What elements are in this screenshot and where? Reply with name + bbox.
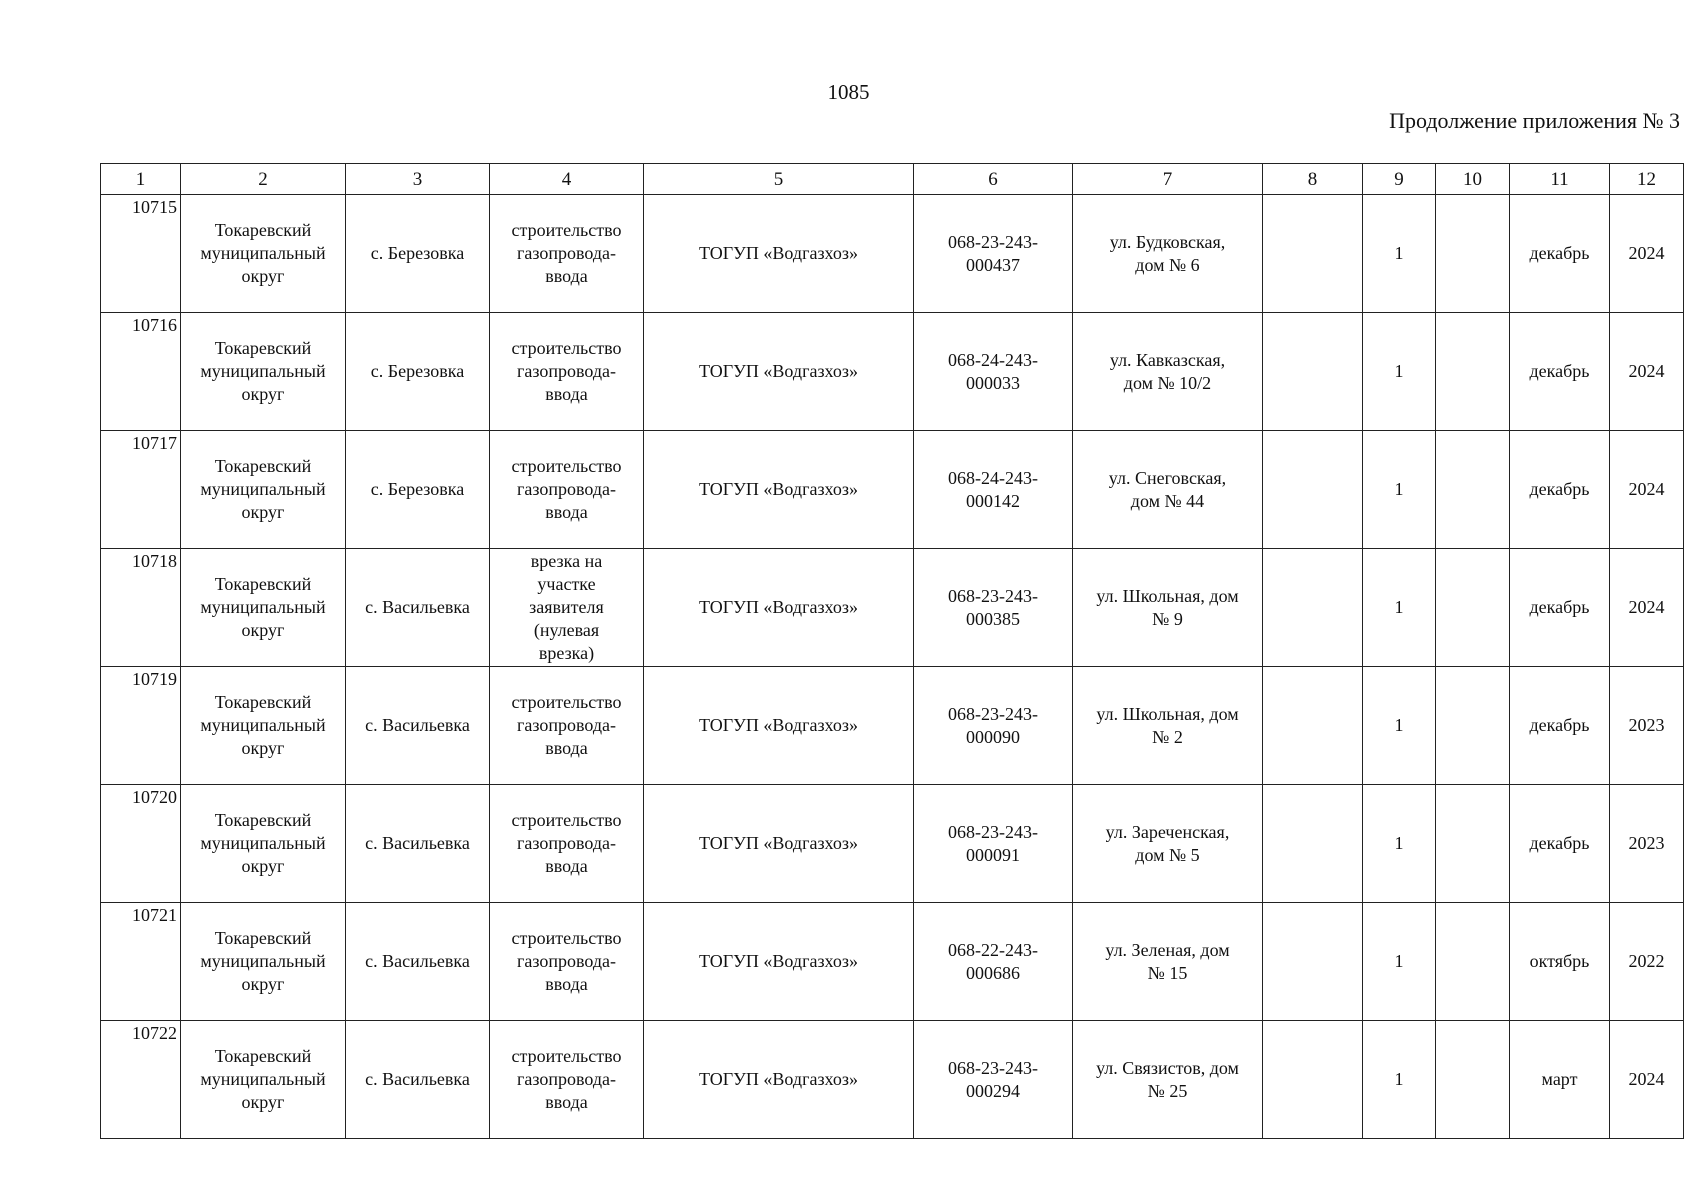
address-line: дом № 6 xyxy=(1135,254,1200,275)
application-code-line: 000385 xyxy=(966,608,1020,629)
address-line: дом № 5 xyxy=(1135,844,1200,865)
column-10-cell xyxy=(1436,785,1510,903)
district-line: округ xyxy=(241,974,285,994)
application-code-cell xyxy=(914,431,1073,549)
district-line: Токаревский xyxy=(214,338,312,358)
application-code-line: 000033 xyxy=(966,372,1020,393)
month-cell: декабрь xyxy=(1510,549,1610,667)
month-cell: март xyxy=(1510,1021,1610,1139)
address-line: ул. Будковская, xyxy=(1109,231,1226,252)
application-code-line: 000091 xyxy=(966,844,1020,865)
work-type-cell xyxy=(490,667,644,785)
year-cell: 2023 xyxy=(1610,785,1684,903)
column-header: 9 xyxy=(1363,164,1436,195)
work-type-line: газопровода- xyxy=(516,479,616,499)
district-line: округ xyxy=(241,620,285,640)
address-line: дом № 10/2 xyxy=(1123,372,1212,393)
work-type-cell xyxy=(490,1021,644,1139)
column-8-cell xyxy=(1263,1021,1363,1139)
district-line: Токаревский xyxy=(214,220,312,240)
quantity-cell: 1 xyxy=(1363,431,1436,549)
work-type-cell xyxy=(490,313,644,431)
district-line: Токаревский xyxy=(214,928,312,948)
organization-cell: ТОГУП «Водгазхоз» xyxy=(644,195,914,313)
table-row xyxy=(101,549,1684,667)
district-cell xyxy=(181,785,346,903)
column-8-cell xyxy=(1263,313,1363,431)
application-code-cell xyxy=(914,313,1073,431)
row-number-cell: 10720 xyxy=(101,785,181,903)
month-cell: декабрь xyxy=(1510,667,1610,785)
settlement-cell: с. Березовка xyxy=(346,431,490,549)
appendix-continuation-note: Продолжение приложения № 3 xyxy=(1389,108,1680,133)
application-code-line: 000294 xyxy=(966,1080,1020,1101)
district-line: Токаревский xyxy=(214,810,312,830)
address-line: № 2 xyxy=(1152,726,1183,747)
application-code-cell xyxy=(914,195,1073,313)
address-cell xyxy=(1073,667,1263,785)
settlement-cell: с. Васильевка xyxy=(346,903,490,1021)
district-cell xyxy=(181,549,346,667)
work-type-line: газопровода- xyxy=(516,715,616,735)
address-line: ул. Связистов, дом xyxy=(1096,1057,1239,1078)
application-code-line: 000686 xyxy=(966,962,1020,983)
address-cell xyxy=(1073,903,1263,1021)
column-8-cell xyxy=(1263,667,1363,785)
register-table xyxy=(100,163,1684,1139)
table-row xyxy=(101,903,1684,1021)
column-header: 2 xyxy=(181,164,346,195)
work-type-line: заявителя xyxy=(529,597,604,617)
district-cell xyxy=(181,313,346,431)
column-8-cell xyxy=(1263,549,1363,667)
district-line: муниципальный xyxy=(200,597,326,617)
work-type-cell xyxy=(490,549,644,667)
table-row xyxy=(101,313,1684,431)
address-cell xyxy=(1073,549,1263,667)
district-line: округ xyxy=(241,502,285,522)
column-header: 12 xyxy=(1610,164,1684,195)
work-type-line: участке xyxy=(537,574,596,594)
settlement-cell: с. Васильевка xyxy=(346,667,490,785)
column-header: 5 xyxy=(644,164,914,195)
address-line: ул. Зеленая, дом xyxy=(1105,939,1230,960)
application-code-line: 000142 xyxy=(966,490,1020,511)
organization-cell: ТОГУП «Водгазхоз» xyxy=(644,313,914,431)
work-type-line: ввода xyxy=(545,1092,588,1112)
district-line: Токаревский xyxy=(214,692,312,712)
application-code-line: 000437 xyxy=(966,254,1020,275)
application-code-cell xyxy=(914,667,1073,785)
table-row xyxy=(101,1021,1684,1139)
column-10-cell xyxy=(1436,313,1510,431)
work-type-cell xyxy=(490,785,644,903)
column-header: 10 xyxy=(1436,164,1510,195)
district-line: Токаревский xyxy=(214,456,312,476)
column-10-cell xyxy=(1436,549,1510,667)
organization-cell: ТОГУП «Водгазхоз» xyxy=(644,667,914,785)
district-line: муниципальный xyxy=(200,479,326,499)
column-10-cell xyxy=(1436,903,1510,1021)
table-row xyxy=(101,195,1684,313)
page-number: 1085 xyxy=(827,80,870,104)
address-cell xyxy=(1073,313,1263,431)
address-cell xyxy=(1073,195,1263,313)
settlement-cell: с. Березовка xyxy=(346,195,490,313)
row-number-cell: 10721 xyxy=(101,903,181,1021)
organization-cell: ТОГУП «Водгазхоз» xyxy=(644,1021,914,1139)
application-code-cell xyxy=(914,903,1073,1021)
work-type-line: газопровода- xyxy=(516,951,616,971)
column-8-cell xyxy=(1263,431,1363,549)
settlement-cell: с. Васильевка xyxy=(346,1021,490,1139)
work-type-line: ввода xyxy=(545,974,588,994)
work-type-line: ввода xyxy=(545,384,588,404)
district-cell xyxy=(181,1021,346,1139)
application-code-line: 068-23-243- xyxy=(948,231,1038,252)
row-number-cell: 10716 xyxy=(101,313,181,431)
column-header: 8 xyxy=(1263,164,1363,195)
table-row xyxy=(101,667,1684,785)
column-8-cell xyxy=(1263,903,1363,1021)
year-cell: 2024 xyxy=(1610,195,1684,313)
district-line: муниципальный xyxy=(200,243,326,263)
address-line: ул. Школьная, дом xyxy=(1096,585,1239,606)
district-line: округ xyxy=(241,266,285,286)
work-type-line: газопровода- xyxy=(516,1069,616,1089)
year-cell: 2024 xyxy=(1610,313,1684,431)
row-number-cell: 10722 xyxy=(101,1021,181,1139)
organization-cell: ТОГУП «Водгазхоз» xyxy=(644,549,914,667)
work-type-line: (нулевая xyxy=(533,620,600,640)
column-header: 6 xyxy=(914,164,1073,195)
application-code-cell xyxy=(914,1021,1073,1139)
district-line: муниципальный xyxy=(200,715,326,735)
district-line: муниципальный xyxy=(200,833,326,853)
district-cell xyxy=(181,195,346,313)
district-cell xyxy=(181,903,346,1021)
column-8-cell xyxy=(1263,785,1363,903)
application-code-cell xyxy=(914,549,1073,667)
application-code-line: 068-24-243- xyxy=(948,467,1038,488)
district-line: округ xyxy=(241,856,285,876)
column-header: 3 xyxy=(346,164,490,195)
address-line: ул. Кавказская, xyxy=(1109,349,1226,370)
work-type-line: строительство xyxy=(511,692,622,712)
district-line: округ xyxy=(241,738,285,758)
district-line: Токаревский xyxy=(214,1046,312,1066)
column-header: 11 xyxy=(1510,164,1610,195)
application-code-line: 000090 xyxy=(966,726,1020,747)
work-type-line: строительство xyxy=(511,810,622,830)
work-type-cell xyxy=(490,431,644,549)
work-type-line: врезка на xyxy=(530,551,603,571)
table-body xyxy=(101,195,1684,1139)
quantity-cell: 1 xyxy=(1363,1021,1436,1139)
application-code-line: 068-23-243- xyxy=(948,1057,1038,1078)
row-number-cell: 10715 xyxy=(101,195,181,313)
application-code-line: 068-23-243- xyxy=(948,585,1038,606)
column-8-cell xyxy=(1263,195,1363,313)
district-line: Токаревский xyxy=(214,574,312,594)
month-cell: декабрь xyxy=(1510,313,1610,431)
quantity-cell: 1 xyxy=(1363,313,1436,431)
work-type-line: ввода xyxy=(545,266,588,286)
column-number-header-row xyxy=(101,164,1684,195)
column-10-cell xyxy=(1436,667,1510,785)
quantity-cell: 1 xyxy=(1363,549,1436,667)
year-cell: 2022 xyxy=(1610,903,1684,1021)
application-code-cell xyxy=(914,785,1073,903)
organization-cell: ТОГУП «Водгазхоз» xyxy=(644,785,914,903)
work-type-line: строительство xyxy=(511,338,622,358)
work-type-line: газопровода- xyxy=(516,243,616,263)
table-row xyxy=(101,431,1684,549)
district-cell xyxy=(181,431,346,549)
work-type-line: строительство xyxy=(511,220,622,240)
address-line: № 9 xyxy=(1152,608,1183,629)
district-line: муниципальный xyxy=(200,361,326,381)
work-type-cell xyxy=(490,903,644,1021)
month-cell: октябрь xyxy=(1510,903,1610,1021)
application-code-line: 068-23-243- xyxy=(948,703,1038,724)
month-cell: декабрь xyxy=(1510,785,1610,903)
column-header: 4 xyxy=(490,164,644,195)
address-line: ул. Снеговская, xyxy=(1108,467,1227,488)
district-cell xyxy=(181,667,346,785)
address-cell xyxy=(1073,431,1263,549)
address-line: дом № 44 xyxy=(1130,490,1205,511)
address-line: № 15 xyxy=(1147,962,1188,983)
work-type-line: врезка) xyxy=(538,643,595,663)
work-type-line: строительство xyxy=(511,1046,622,1066)
year-cell: 2024 xyxy=(1610,549,1684,667)
quantity-cell: 1 xyxy=(1363,667,1436,785)
work-type-cell xyxy=(490,195,644,313)
application-code-line: 068-23-243- xyxy=(948,821,1038,842)
address-cell xyxy=(1073,785,1263,903)
work-type-line: ввода xyxy=(545,502,588,522)
district-line: округ xyxy=(241,384,285,404)
organization-cell: ТОГУП «Водгазхоз» xyxy=(644,431,914,549)
work-type-line: газопровода- xyxy=(516,833,616,853)
column-header: 1 xyxy=(101,164,181,195)
quantity-cell: 1 xyxy=(1363,903,1436,1021)
district-line: муниципальный xyxy=(200,951,326,971)
work-type-line: газопровода- xyxy=(516,361,616,381)
year-cell: 2023 xyxy=(1610,667,1684,785)
settlement-cell: с. Березовка xyxy=(346,313,490,431)
column-10-cell xyxy=(1436,1021,1510,1139)
quantity-cell: 1 xyxy=(1363,785,1436,903)
district-line: муниципальный xyxy=(200,1069,326,1089)
organization-cell: ТОГУП «Водгазхоз» xyxy=(644,903,914,1021)
column-10-cell xyxy=(1436,431,1510,549)
column-10-cell xyxy=(1436,195,1510,313)
address-cell xyxy=(1073,1021,1263,1139)
address-line: ул. Зареченская, xyxy=(1105,821,1230,842)
row-number-cell: 10717 xyxy=(101,431,181,549)
quantity-cell: 1 xyxy=(1363,195,1436,313)
row-number-cell: 10719 xyxy=(101,667,181,785)
work-type-line: строительство xyxy=(511,928,622,948)
settlement-cell: с. Васильевка xyxy=(346,549,490,667)
address-line: ул. Школьная, дом xyxy=(1096,703,1239,724)
column-header: 7 xyxy=(1073,164,1263,195)
year-cell: 2024 xyxy=(1610,1021,1684,1139)
month-cell: декабрь xyxy=(1510,195,1610,313)
work-type-line: ввода xyxy=(545,856,588,876)
table-row xyxy=(101,785,1684,903)
work-type-line: строительство xyxy=(511,456,622,476)
year-cell: 2024 xyxy=(1610,431,1684,549)
application-code-line: 068-22-243- xyxy=(948,939,1038,960)
row-number-cell: 10718 xyxy=(101,549,181,667)
application-code-line: 068-24-243- xyxy=(948,349,1038,370)
settlement-cell: с. Васильевка xyxy=(346,785,490,903)
month-cell: декабрь xyxy=(1510,431,1610,549)
district-line: округ xyxy=(241,1092,285,1112)
work-type-line: ввода xyxy=(545,738,588,758)
address-line: № 25 xyxy=(1147,1080,1188,1101)
